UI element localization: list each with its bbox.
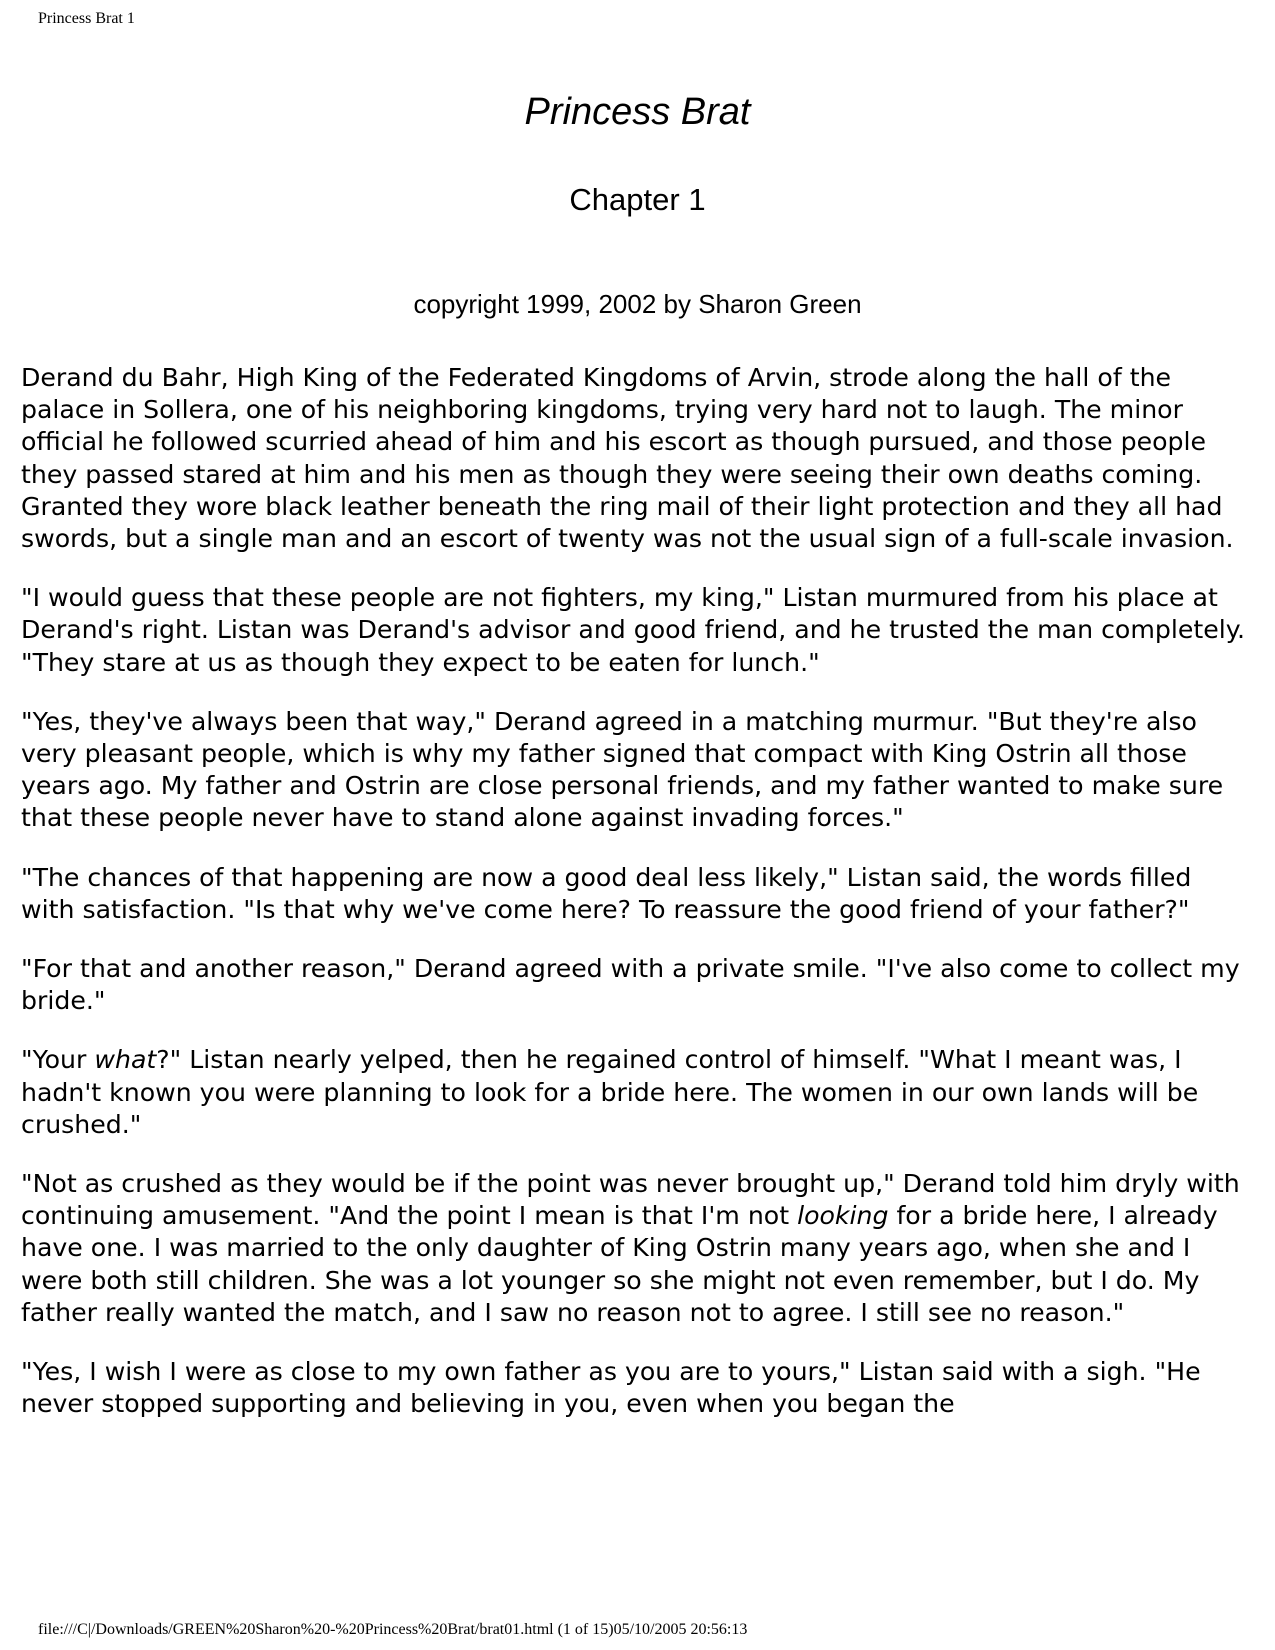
paragraph-3: "Yes, they've always been that way," Derand agreed in a matching murmur. "But they're also very pleasant people, which is why my father signed that compact with King Ostrin all those years ago. My father and Ostrin are close personal friends, and my father wanted to make sure that these people never have to stand alone against invading forces.": [21, 706, 1224, 833]
paragraph-1: Derand du Bahr, High King of the Federated Kingdoms of Arvin, strode along the hall of the palace in Sollera, one of his neighboring kingdoms, trying very hard not to laugh. The minor official he followed scurried ahead of him and his escort as though pursued, and those people they passed stared at him and his men as though they were seeing their own deaths coming. Granted they wore black leather beneath the ring mail of their light protection and they all had swords, but a single man and an escort of twenty was not the usual sign of a full-scale invasion.: [21, 363, 1234, 554]
paragraph-4: "The chances of that happening are now a good deal less likely," Listan said, the words filled with satisfaction. "Is that why we've come here? To reassure the good friend of your father?": [21, 862, 1192, 924]
paragraph-7-start: "Not as crushed as they would be if the point was never brought up," Derand told him dryly with continuing amusement. "And the point I mean is that I'm not: [21, 1169, 1240, 1231]
copyright-notice: copyright 1999, 2002 by Sharon Green: [413, 289, 862, 319]
page-header-label: Princess Brat 1: [38, 10, 135, 27]
book-title: Princess Brat: [524, 91, 751, 133]
chapter-body: [21, 362, 1251, 1447]
paragraph-6-start: "Your: [21, 1045, 95, 1075]
paragraph-2: "I would guess that these people are not fighters, my king," Listan murmured from his place at Derand's right. Listan was Derand's advisor and good friend, and he trusted the man completely. "They stare at us as though they expect to be eaten for lunch.": [21, 583, 1246, 677]
page-footer-source: file:///C|/Downloads/GREEN%20Sharon%20-%20Princess%20Brat/brat01.html (1 of 15)05/10/2005 20:56:13: [38, 1621, 748, 1638]
paragraph-7-end: for a bride here, I already have one. I was married to the only daughter of King Ostrin many years ago, when she and I were both still children. She was a lot younger so she might not even remember, but I do. My father really wanted the match, and I saw no reason not to agree. I still see no reason.": [21, 1201, 1218, 1327]
paragraph-6-end: ?" Listan nearly yelped, then he regained control of himself. "What I meant was, I hadn't known you were planning to look for a bride here. The women in our own lands will be crushed.": [21, 1045, 1199, 1139]
chapter-heading: Chapter 1: [569, 182, 706, 217]
paragraph-5: "For that and another reason," Derand agreed with a private smile. "I've also come to collect my bride.": [21, 954, 1240, 1016]
paragraph-8: "Yes, I wish I were as close to my own father as you are to yours," Listan said with a sigh. "He never stopped supporting and believing in you, even when you began the: [21, 1357, 1201, 1419]
paragraph-6: [21, 1044, 1251, 1141]
paragraph-7: [21, 1168, 1251, 1329]
paragraph-6-emphasis: what: [94, 1045, 157, 1075]
paragraph-7-emphasis: looking: [797, 1201, 889, 1231]
